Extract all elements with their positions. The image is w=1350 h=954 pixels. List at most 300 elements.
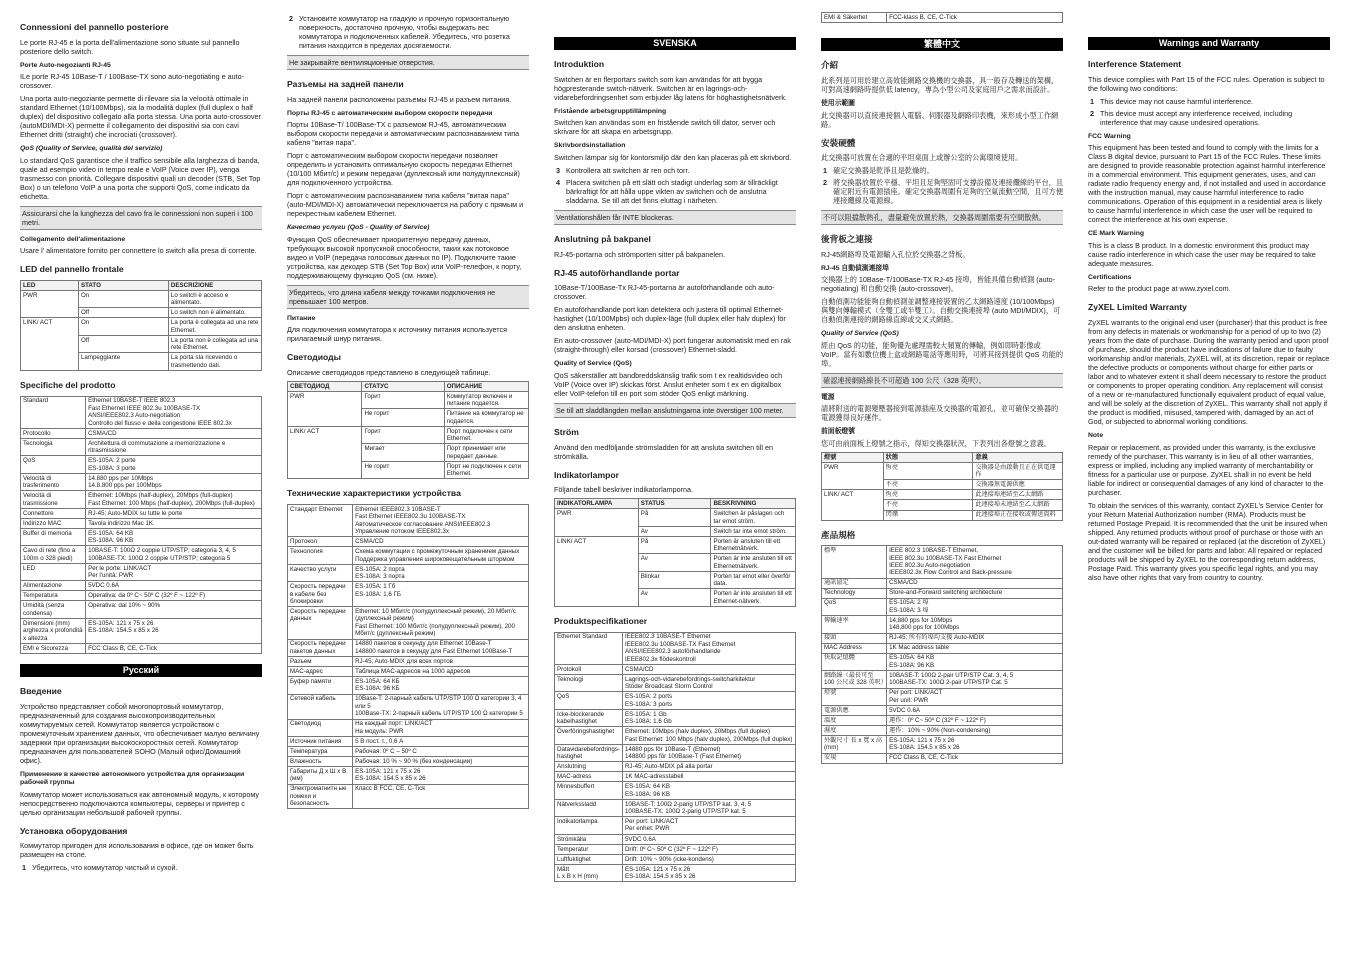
table-row bbox=[288, 736, 529, 746]
table-header-cell: СТАТУС bbox=[362, 381, 444, 391]
table-cell: CSMA/CD bbox=[86, 428, 262, 438]
paragraph: Använd den medföljande strömsladden för att ansluta switchen till en strömkälla. bbox=[554, 442, 773, 461]
table-cell: Av bbox=[638, 526, 711, 536]
table-cell: QoS bbox=[822, 598, 887, 615]
section-heading: Indikatorlampor bbox=[554, 469, 619, 480]
table-cell: Класс B FCC, CE, C-Tick bbox=[353, 784, 529, 809]
table-row bbox=[21, 601, 262, 618]
table-cell: Стандарт Ethernet bbox=[288, 505, 353, 537]
section-heading: 安裝硬體 bbox=[821, 137, 856, 148]
section-heading: Specifiche del prodotto bbox=[20, 379, 116, 390]
table-cell: Сетевой кабель bbox=[288, 694, 353, 719]
table-cell: Switchen är påslagen och tar emot ström. bbox=[711, 509, 796, 526]
section-heading: Interference Statement bbox=[1088, 59, 1182, 70]
table-cell: EMI e Sicurezza bbox=[21, 643, 86, 653]
table-cell: 安規 bbox=[822, 753, 887, 763]
subheading: FCC Warning bbox=[1088, 132, 1131, 140]
table-cell: QoS bbox=[555, 692, 623, 709]
table-row bbox=[288, 719, 529, 736]
subheading: Note bbox=[1088, 432, 1104, 440]
table-cell: Indikatorlampa bbox=[555, 817, 623, 834]
table-cell: ES-105A: 121 x 75 x 26 ES-108A: 154.5 x 85 x 26 bbox=[887, 736, 1063, 753]
table-row bbox=[822, 706, 1063, 716]
subheading: Quality of Service (QoS) bbox=[554, 360, 632, 368]
table-row bbox=[555, 727, 796, 744]
table-row bbox=[822, 462, 1063, 479]
table-cell: Рабочая: 0º C – 50º C bbox=[353, 747, 529, 757]
table-cell: Источник питания bbox=[288, 736, 353, 746]
paragraph: Switchen är en flerportars switch som kan användas för att bygga högpresterande switch-nätverk. Switchen är en lagrings-och-vidarebefordringsenhet som erbjuder låg latens för höghastighetsnätverk. bbox=[554, 74, 787, 102]
table-cell: Architettura di commutazione a memorizzazione e ritrasmissione bbox=[86, 438, 262, 455]
table-cell: На каждый порт: LINK/ACT На модуль: PWR bbox=[353, 719, 529, 736]
table-row bbox=[555, 709, 796, 726]
table-cell: 運作：10% ~ 90% (Non-condensing) bbox=[887, 726, 1063, 736]
table-cell: Umidità (senza condensa) bbox=[21, 601, 86, 618]
table-cell: Порт принимает или передает данные. bbox=[444, 444, 528, 461]
table-row bbox=[822, 653, 1063, 670]
step-list bbox=[20, 863, 262, 872]
table-cell: 快取記憶體 bbox=[822, 653, 887, 670]
section-heading: Produktspecifikationer bbox=[554, 615, 648, 626]
led-table bbox=[20, 280, 262, 371]
list-item: 3 Kontrollera att switchen är ren och torr. bbox=[556, 165, 690, 175]
table-row bbox=[822, 753, 1063, 763]
paragraph: ILe porte RJ-45 10Base-T / 100Base-TX sono auto-negotiating e auto-crossover. bbox=[20, 72, 245, 91]
table-row bbox=[21, 396, 262, 428]
subheading: 電源 bbox=[821, 393, 835, 401]
table-row bbox=[288, 767, 529, 784]
table-cell: Lo switch non è alimentato. bbox=[168, 308, 261, 318]
table-cell: RJ-45; Auto-MDIX для всех портов bbox=[353, 657, 529, 667]
paragraph: На задней панели расположены разъемы RJ-45 и разъем питания. bbox=[287, 94, 512, 104]
table-cell: Ethernet Standard bbox=[555, 632, 623, 664]
section-heading: Введение bbox=[20, 686, 62, 697]
table-cell: Температура bbox=[288, 747, 353, 757]
table-cell: Tavola indirizzo Mac 1K bbox=[86, 518, 262, 528]
table-cell: CSMA/CD bbox=[622, 664, 795, 674]
table-cell: Скорость передачи в кабеле без блокировки bbox=[288, 582, 353, 607]
chinese-column bbox=[821, 12, 1063, 770]
table-row bbox=[288, 639, 529, 656]
table-cell: Av bbox=[638, 554, 711, 571]
table-cell: Порт не подключен к сети Ethernet. bbox=[444, 461, 528, 478]
table-row bbox=[288, 426, 529, 443]
table-cell: Protokoll bbox=[555, 664, 623, 674]
table-cell: Lo switch è acceso e alimentato. bbox=[168, 290, 261, 307]
table-cell: PWR bbox=[822, 462, 884, 490]
table-header-cell: ОПИСАНИЕ bbox=[444, 381, 528, 391]
table-header-cell: DESCRIZIONE bbox=[168, 280, 261, 290]
subheading: Certifications bbox=[1088, 273, 1132, 281]
table-cell: 不亮 bbox=[883, 480, 973, 490]
table-cell: 傳輸速率 bbox=[822, 616, 887, 633]
table-cell: Drift: 10% ~ 90% (icke-kondens) bbox=[622, 854, 795, 864]
table-cell: Горит bbox=[362, 426, 444, 443]
table-cell: On bbox=[78, 290, 168, 307]
spec-table bbox=[821, 545, 1063, 763]
table-cell: Per port: LINK/ACT Per enhet: PWR bbox=[622, 817, 795, 834]
table-row bbox=[288, 505, 529, 537]
table-cell: 1K MAC-adresstabell bbox=[622, 772, 795, 782]
table-cell: ES-105A: 121 x 75 x 26 ES-108A: 154.5 x 85 x 26 bbox=[622, 864, 795, 881]
led-table bbox=[821, 452, 1063, 521]
list-item: 2 This device must accept any interference received, including interference that may cause undesired operations. bbox=[1090, 108, 1293, 127]
table-cell: Off bbox=[78, 335, 168, 352]
table-row bbox=[555, 844, 796, 854]
table-cell: Anslutning bbox=[555, 762, 623, 772]
table-cell: 交換器是由啟動且正在供電運作 bbox=[973, 462, 1063, 479]
table-row bbox=[822, 546, 1063, 578]
swedish-column bbox=[554, 12, 796, 888]
table-header-row bbox=[822, 452, 1063, 462]
note-box: 不可以阻擋散熱孔，盡量避免放置於熱，交換器周圍需要有空間散熱。 bbox=[821, 210, 1063, 225]
list-item: 1 This device may not cause harmful interference. bbox=[1090, 96, 1254, 106]
table-row bbox=[21, 473, 262, 490]
paragraph: 此交換器可放置在合適的平坦桌面上或辦公室的公寓環境使用。 bbox=[821, 153, 1023, 163]
table-row bbox=[21, 438, 262, 455]
table-cell: 恆亮 bbox=[883, 490, 973, 500]
table-header-cell: STATUS bbox=[638, 499, 711, 509]
paragraph: 經由 QoS 的功能，能夠優先處理需較大頻寬的傳輸，例如即時影像或 VoIP。當有如數位機上盒或網路電話等應用時，可將其接到提供 QoS 功能的埠。 bbox=[821, 340, 1063, 368]
table-header-cell: INDIKATORLAMPA bbox=[555, 499, 639, 509]
paragraph: Для подключения коммутатора к источнику питания используется прилагаемый шнур питания. bbox=[287, 325, 507, 344]
table-cell: Minnesbuffert bbox=[555, 782, 623, 799]
table-cell: Ethernet 10BASE-T IEEE 802.3 Fast Ethernet IEEE 802.3u 100BASE-TX ANSI/IEEE802.3 Auto-negotiation Controllo del flusso e della congestione IEEE 802.3x bbox=[86, 396, 262, 428]
table-cell: Teknologi bbox=[555, 674, 623, 691]
table-header-cell: LED bbox=[21, 280, 79, 290]
subheading: Применение в качестве автономного устройства для организации рабочей группы bbox=[20, 770, 245, 787]
table-row bbox=[822, 671, 1063, 688]
list-item: 4 Placera switchen på ett slätt och stadigt underlag som är tillräckligt bärkraftigt för att hålla uppe vikten av switchen och de anslutna sladdarna. Se till att det finns eluttag i närheten. bbox=[556, 177, 778, 205]
list-item: 2 Установите коммутатор на гладкую и прочную горизонтальную поверхность, достаточно прочную, чтобы выдержать вес коммутатора и подключенных кабелей. Убедитесь, что розетка питания находится в пределах досягаемости. bbox=[289, 14, 510, 50]
table-header-row bbox=[21, 280, 262, 290]
table-cell: Per le porte: LINK/ACT Per l'unità: PWR bbox=[86, 563, 262, 580]
table-cell: Ethernet: 10Mbps (half-duplex), 20Mbps (full-duplex) Fast Ethernet: 100 Mbps (half-duplex), 200Mbps (full-duplex) bbox=[86, 491, 262, 508]
step-list bbox=[821, 166, 1063, 205]
table-cell: Таблица MAC-адресов на 1000 адресов bbox=[353, 667, 529, 677]
table-cell: ES-105A: 64 KB ES-108A: 96 KB bbox=[622, 782, 795, 799]
table-cell: QoS bbox=[21, 456, 86, 473]
table-row bbox=[822, 578, 1063, 588]
table-cell: 電源供應 bbox=[822, 706, 887, 716]
table-cell: Dimensioni (mm) arghezza x profondità x altezza bbox=[21, 618, 86, 643]
table-row bbox=[288, 677, 529, 694]
section-heading: Светодиоды bbox=[287, 352, 341, 363]
table-cell: CSMA/CD bbox=[353, 537, 529, 547]
table-cell: LINK/ ACT bbox=[21, 318, 79, 370]
table-cell: Горит bbox=[362, 391, 444, 408]
table-cell: 5 В пост. т., 0,6 А bbox=[353, 736, 529, 746]
paragraph: 您可由前面板上燈號之指示，得知交換器狀況，下表列出各燈號之意義。 bbox=[821, 438, 1052, 448]
table-cell: Standard bbox=[21, 396, 86, 428]
paragraph: Функция QoS обеспечивает приоритетную передачу данных, требующих высокой пропускной способности, таких как потоковое видео и VoIP (передача голосовых данных по IP). Подключите такие устройства, как декодер STB (Set Top Box) или VoIP-телефон, к порту, поддерживающему функцию QoS (см. ниже). bbox=[287, 234, 522, 280]
table-cell: Switch tar inte emot ström. bbox=[711, 526, 796, 536]
table-cell: LINK/ ACT bbox=[822, 490, 884, 520]
table-cell: MAC Address bbox=[822, 643, 887, 653]
table-row bbox=[555, 834, 796, 844]
table-cell: 5VDC 0.6A bbox=[86, 581, 262, 591]
table-cell: Ethernet IEEE802.3 10BASE-T Fast Ethernet IEEE802.3u 100BASE-TX Автоматическое согласование ANSI/IEEE802.3 Управление потоком IEEE802.3x bbox=[353, 505, 529, 537]
table-cell: EMI & Säkerhet bbox=[822, 13, 887, 23]
table-cell: Per port: LINK/ACT Per unit: PWR bbox=[887, 688, 1063, 705]
table-cell: Mått L x B x H (mm) bbox=[555, 864, 623, 881]
section-heading: Установка оборудования bbox=[20, 825, 128, 836]
table-row bbox=[288, 667, 529, 677]
paragraph: Refer to the product page at www.zyxel.com. bbox=[1088, 284, 1231, 294]
table-cell: CSMA/CD bbox=[887, 578, 1063, 588]
table-row bbox=[822, 736, 1063, 753]
table-cell: Operativa: dal 10% ~ 90% bbox=[86, 601, 262, 618]
table-cell: Влажность bbox=[288, 757, 353, 767]
table-cell: RJ-45; Auto-MDIX på alla portar bbox=[622, 762, 795, 772]
table-row bbox=[555, 674, 796, 691]
table-cell: Разъем bbox=[288, 657, 353, 667]
paragraph: RJ-45網路埠及電源輸入孔位於交換器之背板。 bbox=[821, 249, 970, 259]
paragraph: Una porta auto-negoziante permette di rilevare sia la velocità ottimale in standard Ethernet (10/100Mbps), sia la modalità duplex (full duplex o half duplex) del dispositivo collegato alla porta stessa. Una porta auto-crossover (autoMDI/MDI-X) permette il collegamento dei dispositivi sia con cavi Ethernet dritti (straight) che incrociati (crossover). bbox=[20, 94, 261, 140]
table-cell: 溫度 bbox=[822, 716, 887, 726]
note-box: Se till att sladdlängden mellan anslutningarna inte överstiger 100 meter. bbox=[554, 403, 796, 418]
table-cell: IEEE802.3 10BASE-T Ethernet IEEE802.3u 100BASE-TX Fast Ethernet ANSI/IEEE802.3 autoförhandlande IEEE802.3x flödeskontroll bbox=[622, 632, 795, 664]
section-heading: 產品規格 bbox=[821, 529, 856, 540]
condition-list bbox=[1088, 97, 1330, 127]
table-row bbox=[822, 616, 1063, 633]
table-cell: 5VDC 0.6A bbox=[887, 706, 1063, 716]
table-cell: 1K Mac address table bbox=[887, 643, 1063, 653]
note-box: 確認連接網路線長不可超過 100 公尺（328 英呎）。 bbox=[821, 373, 1063, 388]
table-header-cell: 燈號 bbox=[822, 452, 884, 462]
paragraph: Lo standard QoS garantisce che il traffico sensibile alla larghezza di banda, quale ad esempio video in tempo reale e VoIP (Voice over IP), venga trasmesso con priorità. Collegare dispositivi quali un decoder (STB, Set Top Box) o un telefono VoIP a una porta che supporti QoS, come indicato da etichetta. bbox=[20, 155, 261, 201]
table-row bbox=[288, 784, 529, 809]
paragraph: This is a class B product. In a domestic environment this product may cause radio interference in which case the user may be required to take adequate measures. bbox=[1088, 240, 1316, 268]
paragraph: Коммутатор пригоден для использования в офисе, где он может быть размещен на столе. bbox=[20, 841, 254, 860]
table-cell: Icke-blockerande kabelhastighet bbox=[555, 709, 623, 726]
table-row bbox=[21, 491, 262, 508]
table-cell: MAC-адрес bbox=[288, 667, 353, 677]
table-cell: RJ-45; Auto-MDIX su tutte le porte bbox=[86, 508, 262, 518]
table-row bbox=[822, 490, 1063, 500]
table-cell: Коммутатор включен и питание подается. bbox=[444, 391, 528, 408]
paragraph: RJ-45-portarna och strömporten sitter på bakpanelen. bbox=[554, 249, 725, 259]
table-cell: Luftfuktighet bbox=[555, 854, 623, 864]
table-cell: Överföringshastighet bbox=[555, 727, 623, 744]
table-row bbox=[21, 618, 262, 643]
table-cell: 10BASE-T: 100Ω 2-pair UTP/STP Cat. 3, 4, 5 100BASE-TX: 100Ω 2-pair UTP/STP Cat. 5 bbox=[887, 671, 1063, 688]
paragraph: 請將附送的電源變壓器接到電源插座及交換器的電源孔，並可確保交換器的電源獲得良好運作。 bbox=[821, 404, 1059, 423]
table-header-row bbox=[555, 499, 796, 509]
spec-table bbox=[554, 632, 796, 883]
paragraph: Порт с автоматическим распознаванием типа кабеля "витая пара" (auto-MDI/MDI-X) автоматически переключается на работу с прямым и перекрестным кабелем Ethernet. bbox=[287, 191, 524, 219]
table-cell: Технология bbox=[288, 547, 353, 564]
table-cell: Store-and-Forward switching architecture bbox=[887, 588, 1063, 598]
section-heading: Разъемы на задней панели bbox=[287, 79, 404, 89]
table-cell: 恆亮 bbox=[883, 462, 973, 479]
table-row bbox=[555, 664, 796, 674]
table-cell: Off bbox=[78, 308, 168, 318]
language-bar-russian: Русский bbox=[20, 664, 262, 677]
warranty-column bbox=[1088, 12, 1330, 586]
paragraph: 此系列是可用於建立高效能網路交換機的交換器，具一般存及轉送的架構，可對高速網路時提供低 latency，專為小型公司及家庭用戶之需求而設計。 bbox=[821, 76, 1059, 95]
table-cell: Porten är ansluten till ett Ethernetnätverk. bbox=[711, 536, 796, 553]
subheading: QoS (Quality of Service, qualità del servizio) bbox=[20, 145, 163, 153]
paragraph: 交換器上的 10Base-T/100Base-TX RJ-45 接埠，皆能具備自動偵測 (auto-negotiating) 和自動交換 (auto-crossover)。 bbox=[821, 275, 1056, 294]
table-cell: 14880 pps för 10Base-T (Ethernet) 148800 pps för 100Base-T (Fast Ethernet) bbox=[622, 744, 795, 761]
table-cell: På bbox=[638, 536, 711, 553]
table-cell: PWR bbox=[288, 391, 362, 426]
table-cell: On bbox=[78, 318, 168, 335]
table-row bbox=[822, 688, 1063, 705]
language-bar-warranty: Warnings and Warranty bbox=[1088, 37, 1330, 50]
section-heading: RJ-45 autoförhandlande portar bbox=[554, 267, 680, 278]
table-cell: Porten är inte ansluten till ett Ethernet-nätverk. bbox=[711, 589, 796, 606]
section-heading: ZyXEL Limited Warranty bbox=[1088, 302, 1187, 313]
table-cell: MAC-adress bbox=[555, 772, 623, 782]
table-cell: ES-105A: 1 Гб ES-108A: 1,6 ГБ bbox=[353, 582, 529, 607]
table-header-cell: STATO bbox=[78, 280, 168, 290]
subheading: CE Mark Warning bbox=[1088, 230, 1145, 238]
table-row bbox=[555, 799, 796, 816]
table-cell: La porta è collegata ad una rete Ethernet. bbox=[168, 318, 261, 335]
table-cell: 濕度 bbox=[822, 726, 887, 736]
table-row bbox=[288, 391, 529, 408]
table-cell: ES-105A: 2 porte ES-108A: 3 porte bbox=[86, 456, 262, 473]
table-row bbox=[21, 456, 262, 473]
table-row bbox=[21, 518, 262, 528]
table-cell: La porta sta ricevendo o trasmettendo dati. bbox=[168, 353, 261, 370]
table-cell: LED bbox=[21, 563, 86, 580]
table-cell: 5VDC 0.6A bbox=[622, 834, 795, 844]
table-cell: Datavidarebefordrings-hastighet bbox=[555, 744, 623, 761]
table-cell: LINK/ ACT bbox=[555, 536, 639, 606]
table-row bbox=[822, 643, 1063, 653]
section-heading: Технические характеристики устройства bbox=[287, 488, 461, 499]
table-row bbox=[555, 772, 796, 782]
table-cell: 此連接埠正在接收或傳送資料 bbox=[973, 510, 1063, 520]
table-row bbox=[822, 598, 1063, 615]
paragraph: Порт с автоматическим выбором скорости передачи позволяет определить и установить оптимальную скорость передачи Ethernet (10/100 Мбит/с) и режим передачи (дуплексный или полудуплексный) для подключенного устройства. bbox=[287, 151, 520, 188]
table-cell: 閃爍 bbox=[883, 510, 973, 520]
table-row bbox=[555, 762, 796, 772]
language-bar-swedish: SVENSKA bbox=[554, 37, 796, 50]
table-cell: Lampeggiante bbox=[78, 353, 168, 370]
table-row bbox=[21, 563, 262, 580]
table-row bbox=[288, 657, 529, 667]
table-row bbox=[555, 782, 796, 799]
section-heading: Ström bbox=[554, 426, 579, 437]
table-cell: ES-105A: 64 КБ ES-108A: 96 КБ bbox=[353, 677, 529, 694]
table-cell: Technology bbox=[822, 588, 887, 598]
paragraph: Repair or replacement, as provided under this warranty, is the exclusive remedy of the purchaser. This warranty is in lieu of all other warranties, express or implied, including any implied warranty of merchantability or fitness for a particular use or purpose. ZyXEL shall in no event be held liable for indirect or consequential damages of any kind of character to the purchaser. bbox=[1088, 442, 1324, 497]
table-row bbox=[288, 582, 529, 607]
table-cell: Temperatur bbox=[555, 844, 623, 854]
table-row bbox=[288, 607, 529, 639]
table-row bbox=[288, 564, 529, 581]
table-cell: PWR bbox=[21, 290, 79, 318]
paragraph: Порты 10Base-T/ 100Base-TX с разъемом RJ-45, автоматическим выбором скорости передачи и автоматическим распознаванием типа кабеля "витая пара". bbox=[287, 120, 520, 148]
table-cell: Strömkälla bbox=[555, 834, 623, 844]
table-cell: 14.880 pps per 10Mbps 14.8.800 pps per 100Mbps bbox=[86, 473, 262, 490]
paragraph: 此交換器可以直接連接個人電腦、伺服器及網路印表機，來形成小型工作網路。 bbox=[821, 110, 1059, 129]
step-list bbox=[554, 166, 796, 205]
table-cell: 運作：0º C~ 50º C (32º F ~ 122º F) bbox=[887, 716, 1063, 726]
subheading: Порты RJ-45 с автоматическим выбором скорости передачи bbox=[287, 109, 493, 117]
list-item: 2 將交換器放置於平穩、平坦且足夠堅固可支撐設備及連接纜線的平台，且確定附近有電源插座。確定交換器周圍有足夠的空氣流動空間，且可方便連接纜線及電源線。 bbox=[823, 178, 1063, 206]
table-cell: 10BASE-T: 100Ω 2 coppie UTP/STP; categoria 3, 4, 5 100BASE-TX: 100Ω 2 coppie UTP/STP; categoria 5 bbox=[86, 546, 262, 563]
table-row bbox=[555, 632, 796, 664]
table-row bbox=[288, 694, 529, 719]
table-cell: LINK/ ACT bbox=[288, 426, 362, 478]
table-cell: 外觀尺寸 長 x 寬 x 高 (mm) bbox=[822, 736, 887, 753]
table-cell: Tecnologia bbox=[21, 438, 86, 455]
table-row bbox=[21, 591, 262, 601]
table-cell: Порт подключен к сети Ethernet. bbox=[444, 426, 528, 443]
note-box: Не закрывайте вентиляционные отверстия. bbox=[287, 55, 529, 70]
table-cell: ES-105A: 2 ports ES-108A: 3 ports bbox=[622, 692, 795, 709]
table-row bbox=[21, 318, 262, 335]
table-cell: Velocità di trasferimento bbox=[21, 473, 86, 490]
table-cell: Качество услуги bbox=[288, 564, 353, 581]
subheading: RJ-45 自動偵測連接埠 bbox=[821, 264, 889, 272]
led-table bbox=[554, 498, 796, 606]
table-cell: 接頭 bbox=[822, 633, 887, 643]
list-item: 1 確定交換器是乾淨且是乾燥的。 bbox=[823, 166, 934, 176]
table-row bbox=[288, 547, 529, 564]
subheading: Fristående arbetsgrupptillämpning bbox=[554, 107, 667, 115]
italian-column bbox=[20, 12, 262, 876]
table-cell: La porta non è collegata ad una rete Ethernet. bbox=[168, 335, 261, 352]
table-row bbox=[555, 864, 796, 881]
table-cell: ES-105A: 64 KB ES-108A: 96 KB bbox=[887, 653, 1063, 670]
table-cell: ES-105A: 121 x 75 x 26 ES-108A: 154.5 x 85 x 26 bbox=[353, 767, 529, 784]
table-cell: Lagrings-och-vidarebefordrings-switcharkitektur Stöder Broadcast Storm Control bbox=[622, 674, 795, 691]
subheading: 使用示範圖 bbox=[821, 100, 855, 108]
table-row bbox=[21, 508, 262, 518]
table-cell: Buffer di memoria bbox=[21, 528, 86, 545]
table-header-cell: BESKRIVNING bbox=[711, 499, 796, 509]
table-row bbox=[21, 581, 262, 591]
subheading: Skrivbordsinstallation bbox=[554, 142, 626, 150]
note-box: Ventilationshålen får INTE blockeras. bbox=[554, 210, 796, 225]
table-cell: 通訊協定 bbox=[822, 578, 887, 588]
paragraph: En autoförhandlande port kan detektera och justera till optimal Ethernet-hastighet (10/100Mpbs) och duplex-läge (full duplex eller halv duplex) för den anslutna enheten. bbox=[554, 305, 786, 333]
table-row bbox=[555, 509, 796, 526]
table-cell: 標準 bbox=[822, 546, 887, 578]
table-header-cell: 意義 bbox=[973, 452, 1063, 462]
table-row bbox=[822, 726, 1063, 736]
table-cell: ES-105A: 2 埠 ES-108A: 3 埠 bbox=[887, 598, 1063, 615]
section-heading: LED del pannello frontale bbox=[20, 264, 124, 275]
table-cell: 不亮 bbox=[883, 500, 973, 510]
table-cell: Blinkar bbox=[638, 571, 711, 588]
table-row bbox=[555, 854, 796, 864]
table-cell: Мигает bbox=[362, 444, 444, 461]
table-cell: Velocità di trasmissione bbox=[21, 491, 86, 508]
table-row bbox=[21, 528, 262, 545]
table-cell: Drift: 0º C~ 50º C (32º F ~ 122º F) bbox=[622, 844, 795, 854]
table-cell: FCC Class B, CE, C-Tick bbox=[887, 753, 1063, 763]
table-cell: Габариты Д х Ш х В (мм) bbox=[288, 767, 353, 784]
emi-table bbox=[821, 12, 1063, 23]
table-cell: Alimentazione bbox=[21, 581, 86, 591]
table-row bbox=[555, 692, 796, 709]
table-row bbox=[822, 13, 1063, 23]
subheading: Collegamento dell'alimentazione bbox=[20, 235, 126, 243]
language-bar-chinese: 繁體中文 bbox=[821, 38, 1063, 51]
table-cell: Буфер памяти bbox=[288, 677, 353, 694]
table-cell: ES-105A: 121 x 75 x 26 ES-108A: 154.5 x 85 x 26 bbox=[86, 618, 262, 643]
table-cell: 10BASE-T: 100Ω 2-parig UTP/STP kat. 3, 4, 5 100BASE-TX: 100Ω 2-parig UTP/STP kat. 5 bbox=[622, 799, 795, 816]
paragraph: This equipment has been tested and found to comply with the limits for a Class B digital device, pursuant to Part 15 of the FCC Rules. These limits are designed to provide reasonable protection against harmful interference in a commercial environment. This equipment generates, uses, and can radiate radio frequency energy and, if not installed and used in accordance with the instruction manual, may cause harmful interference to radio communications. Operation of this equipment in a residential area is likely to cause harmful interference in which case the user will be required to correct the interference at his own expense. bbox=[1088, 143, 1326, 225]
table-cell: ES-105A: 2 порта ES-108A: 3 порта bbox=[353, 564, 529, 581]
